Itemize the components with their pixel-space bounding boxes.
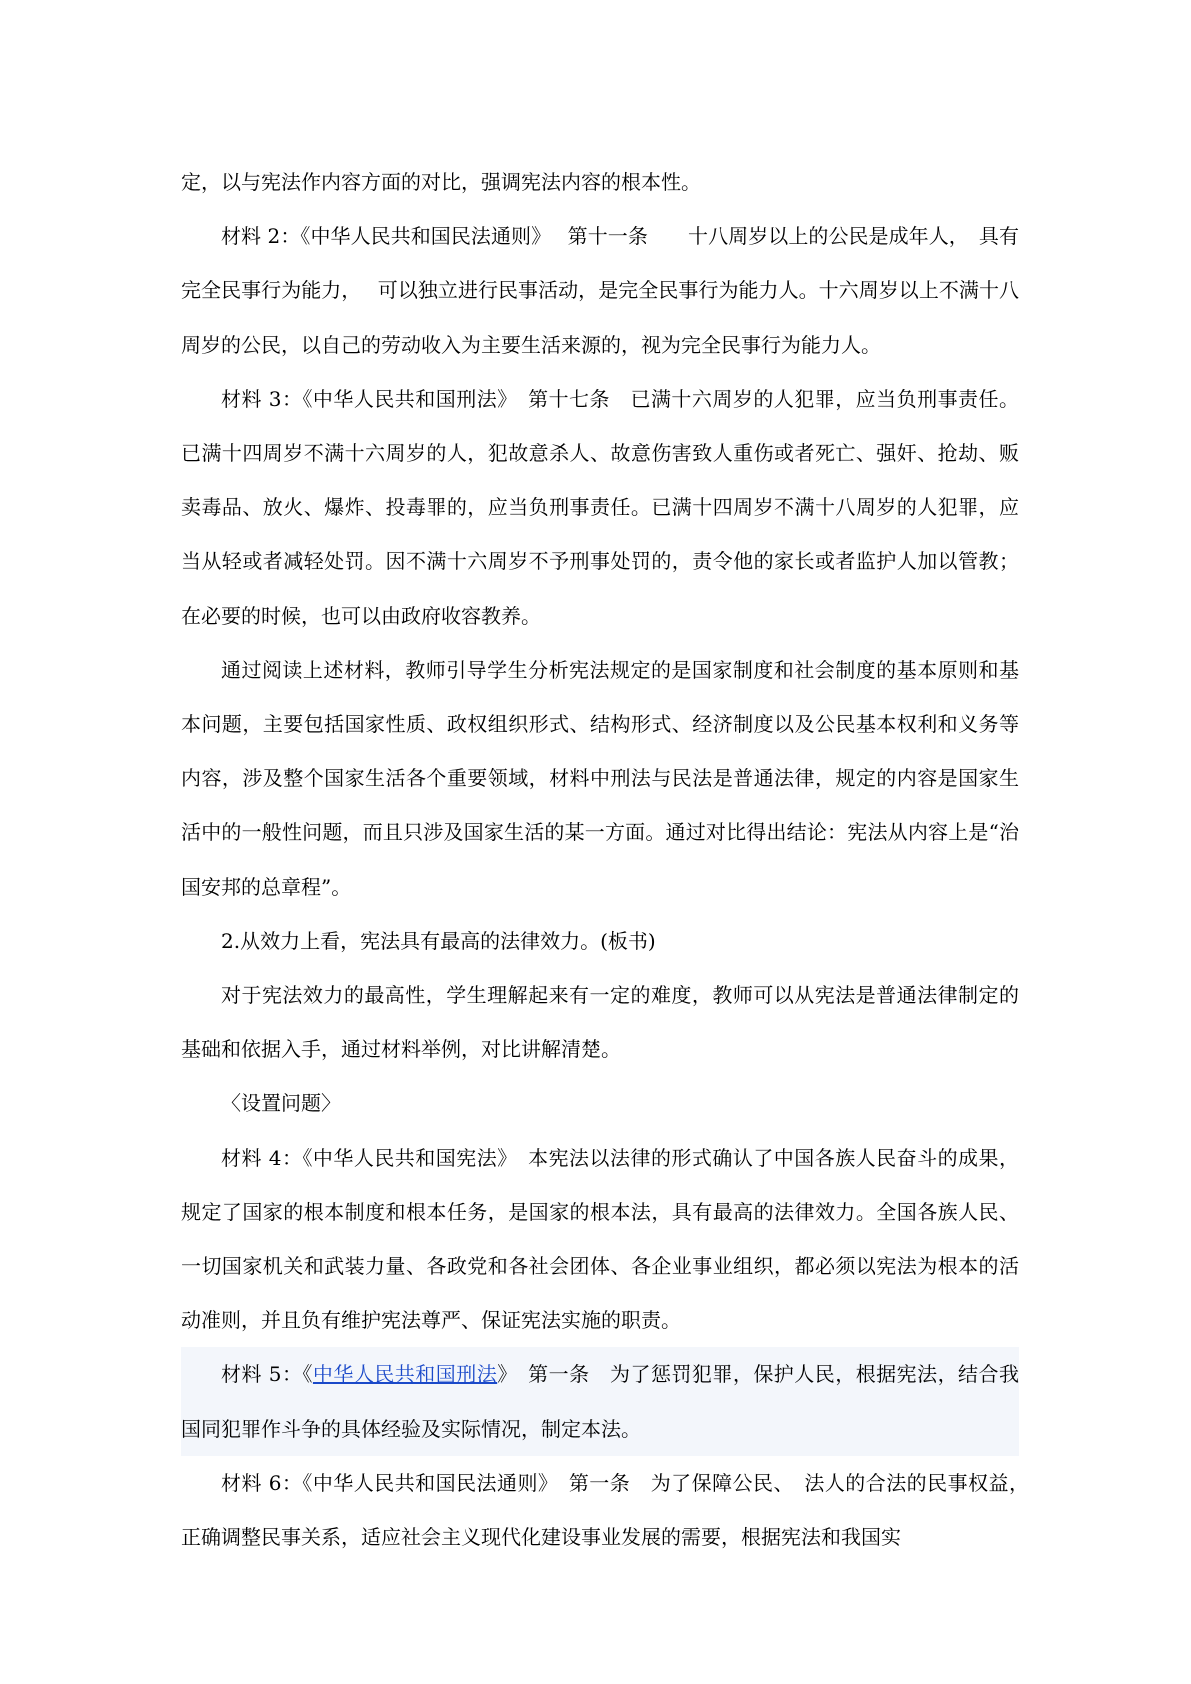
paragraph-material-4: 材料 4：《中华人民共和国宪法》 本宪法以法律的形式确认了中国各族人民奋斗的成果，规定了国家的根本制度和根本任务，是国家的根本法，具有最高的法律效力。全国各族人民、一切国家机关和武装力量、各政党和各社会团体、各企业事业组织，都必须以宪法为根本的活动准则，并且负有维护宪法尊严、保证宪法实施的职责。 <box>181 1145 1019 1333</box>
section-heading-effect: 2.从效力上看，宪法具有最高的法律效力。(板书) <box>221 928 656 953</box>
paragraph-analysis: 通过阅读上述材料，教师引导学生分析宪法规定的是国家制度和社会制度的基本原则和基本问题，主要包括国家性质、政权组织形式、结构形式、经济制度以及公民基本权利和义务等内容，涉及整个国家生活各个重要领域，材料中刑法与民法是普通法律，规定的内容是国家生活中的一般性问题，而且只涉及国家生活的某一方面。通过对比得出结论：宪法从内容上是“治国安邦的总章程”。 <box>181 657 1019 899</box>
paragraph-set-question: 〈设置问题〉 <box>221 1091 341 1116</box>
paragraph-material-6: 材料 6：《中华人民共和国民法通则》 第一条 为了保障公民、 法人的合法的民事权益， 正确调整民事关系，适应社会主义现代化建设事业发展的需要，根据宪法和我国实 <box>181 1470 1039 1550</box>
criminal-law-link[interactable]: 中华人民共和国刑法 <box>312 1362 498 1387</box>
paragraph-continuation: 定，以与宪法作内容方面的对比，强调宪法内容的根本性。 <box>181 170 701 194</box>
paragraph-material-2: 材料 2：《中华人民共和国民法通则》 第十一条 十八周岁以上的公民是成年人， 具有完全民事行为能力， 可以独立进行民事活动，是完全民事行为能力人。十六周岁以上不满十八周岁的公民，以自己的劳动收入为主要生活来源的，视为完全民事行为能力人。 <box>181 224 1019 357</box>
material-5-suffix: 》 第一条 为了惩罚犯罪，保护人民，根据宪法，结合我国同犯罪作斗争的具体经验及实际情况，制定本法。 <box>181 1362 1020 1441</box>
material-5-prefix: 材料 5：《 <box>221 1362 313 1387</box>
document-page <box>181 155 1039 1564</box>
paragraph-effect-intro: 对于宪法效力的最高性，学生理解起来有一定的难度，教师可以从宪法是普通法律制定的基础和依据入手，通过材料举例，对比讲解清楚。 <box>181 983 1019 1062</box>
paragraph-material-3: 材料 3：《中华人民共和国刑法》 第十七条 已满十六周岁的人犯罪，应当负刑事责任。已满十四周岁不满十六周岁的人，犯故意杀人、故意伤害致人重伤或者死亡、强奸、抢劫、贩卖毒品、放火、爆炸、投毒罪的，应当负刑事责任。已满十四周岁不满十八周岁的人犯罪，应当从轻或者减轻处罚。因不满十六周岁不予刑事处罚的，责令他的家长或者监护人加以管教；在必要的时候，也可以由政府收容教养。 <box>181 386 1019 628</box>
paragraph-material-5 <box>181 1347 1019 1455</box>
